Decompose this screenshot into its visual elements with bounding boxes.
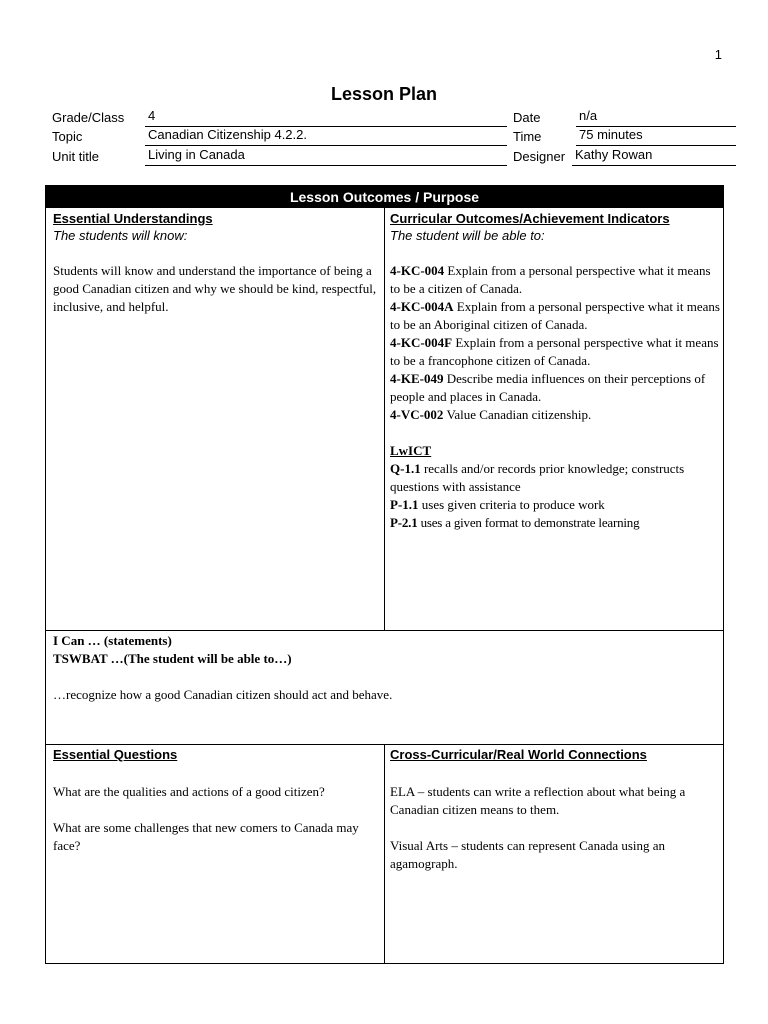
tswbat-heading: TSWBAT …(The student will be able to…)	[53, 651, 292, 666]
i-can-cell	[53, 632, 717, 704]
essential-understandings-cell	[53, 210, 379, 316]
essential-understandings-body: Students will know and understand the importance of being a good Canadian citizen and why we should be kind, respectful, inclusive, and helpful.	[53, 263, 377, 314]
date-label: Date	[513, 110, 541, 125]
curricular-outcomes-cell	[390, 210, 720, 532]
outcome-item: 4-KC-004 Explain from a personal perspective what it means to be a citizen of Canada.	[390, 263, 711, 296]
i-can-heading: I Can … (statements)	[53, 633, 172, 648]
lwict-item: P-2.1 uses a given format to demonstrate learning	[390, 515, 640, 530]
designer-value: Kathy Rowan	[572, 147, 736, 166]
curricular-outcomes-heading: Curricular Outcomes/Achievement Indicators	[390, 211, 670, 226]
column-divider-top	[384, 208, 385, 630]
designer-label: Designer	[513, 149, 566, 164]
cross-curricular-connection-2: Visual Arts – students can represent Canada using an agamograph.	[390, 838, 666, 871]
essential-understandings-heading: Essential Understandings	[53, 211, 213, 226]
essential-question-2: What are some challenges that new comers to Canada may face?	[53, 820, 359, 853]
column-divider-bottom	[384, 744, 385, 963]
topic-label: Topic	[52, 129, 83, 144]
topic-value: Canadian Citizenship 4.2.2.	[145, 127, 507, 146]
lwict-item: Q-1.1 recalls and/or records prior knowledge; constructs questions with assistance	[390, 461, 685, 494]
page-title: Lesson Plan	[330, 84, 438, 104]
outcome-item: 4-KE-049 Describe media influences on their perceptions of people and places in Canada.	[390, 371, 706, 404]
cross-curricular-connection-1: ELA – students can write a reflection about what being a Canadian citizen means to them.	[390, 784, 686, 817]
lwict-heading: LwICT	[390, 443, 432, 458]
lesson-outcomes-header: Lesson Outcomes / Purpose	[46, 186, 723, 208]
essential-understandings-intro: The students will know:	[53, 228, 188, 243]
cross-curricular-heading: Cross-Curricular/Real World Connections	[390, 747, 647, 762]
time-label: Time	[513, 129, 542, 144]
date-value: n/a	[576, 108, 736, 127]
grade-value: 4	[145, 108, 507, 127]
time-value: 75 minutes	[576, 127, 736, 146]
essential-questions-heading: Essential Questions	[53, 747, 178, 762]
curricular-outcomes-intro: The student will be able to:	[390, 228, 545, 243]
essential-questions-cell	[53, 746, 379, 855]
essential-question-1: What are the qualities and actions of a good citizen?	[53, 784, 325, 799]
unit-title-label: Unit title	[52, 149, 99, 164]
unit-title-value: Living in Canada	[145, 147, 507, 166]
lwict-item: P-1.1 uses given criteria to produce work	[390, 497, 605, 512]
cross-curricular-cell	[390, 746, 718, 873]
lesson-outcomes-table	[45, 185, 724, 964]
outcome-item: 4-KC-004F Explain from a personal perspective what it means to be a francophone citizen of Canada.	[390, 335, 719, 368]
row-divider-1	[46, 630, 723, 631]
i-can-statement: …recognize how a good Canadian citizen should act and behave.	[53, 687, 393, 702]
page-number: 1	[714, 47, 722, 62]
outcome-item: 4-VC-002 Value Canadian citizenship.	[390, 407, 592, 422]
outcome-item: 4-KC-004A Explain from a personal perspective what it means to be an Aboriginal citizen of Canada.	[390, 299, 720, 332]
grade-label: Grade/Class	[52, 110, 125, 125]
